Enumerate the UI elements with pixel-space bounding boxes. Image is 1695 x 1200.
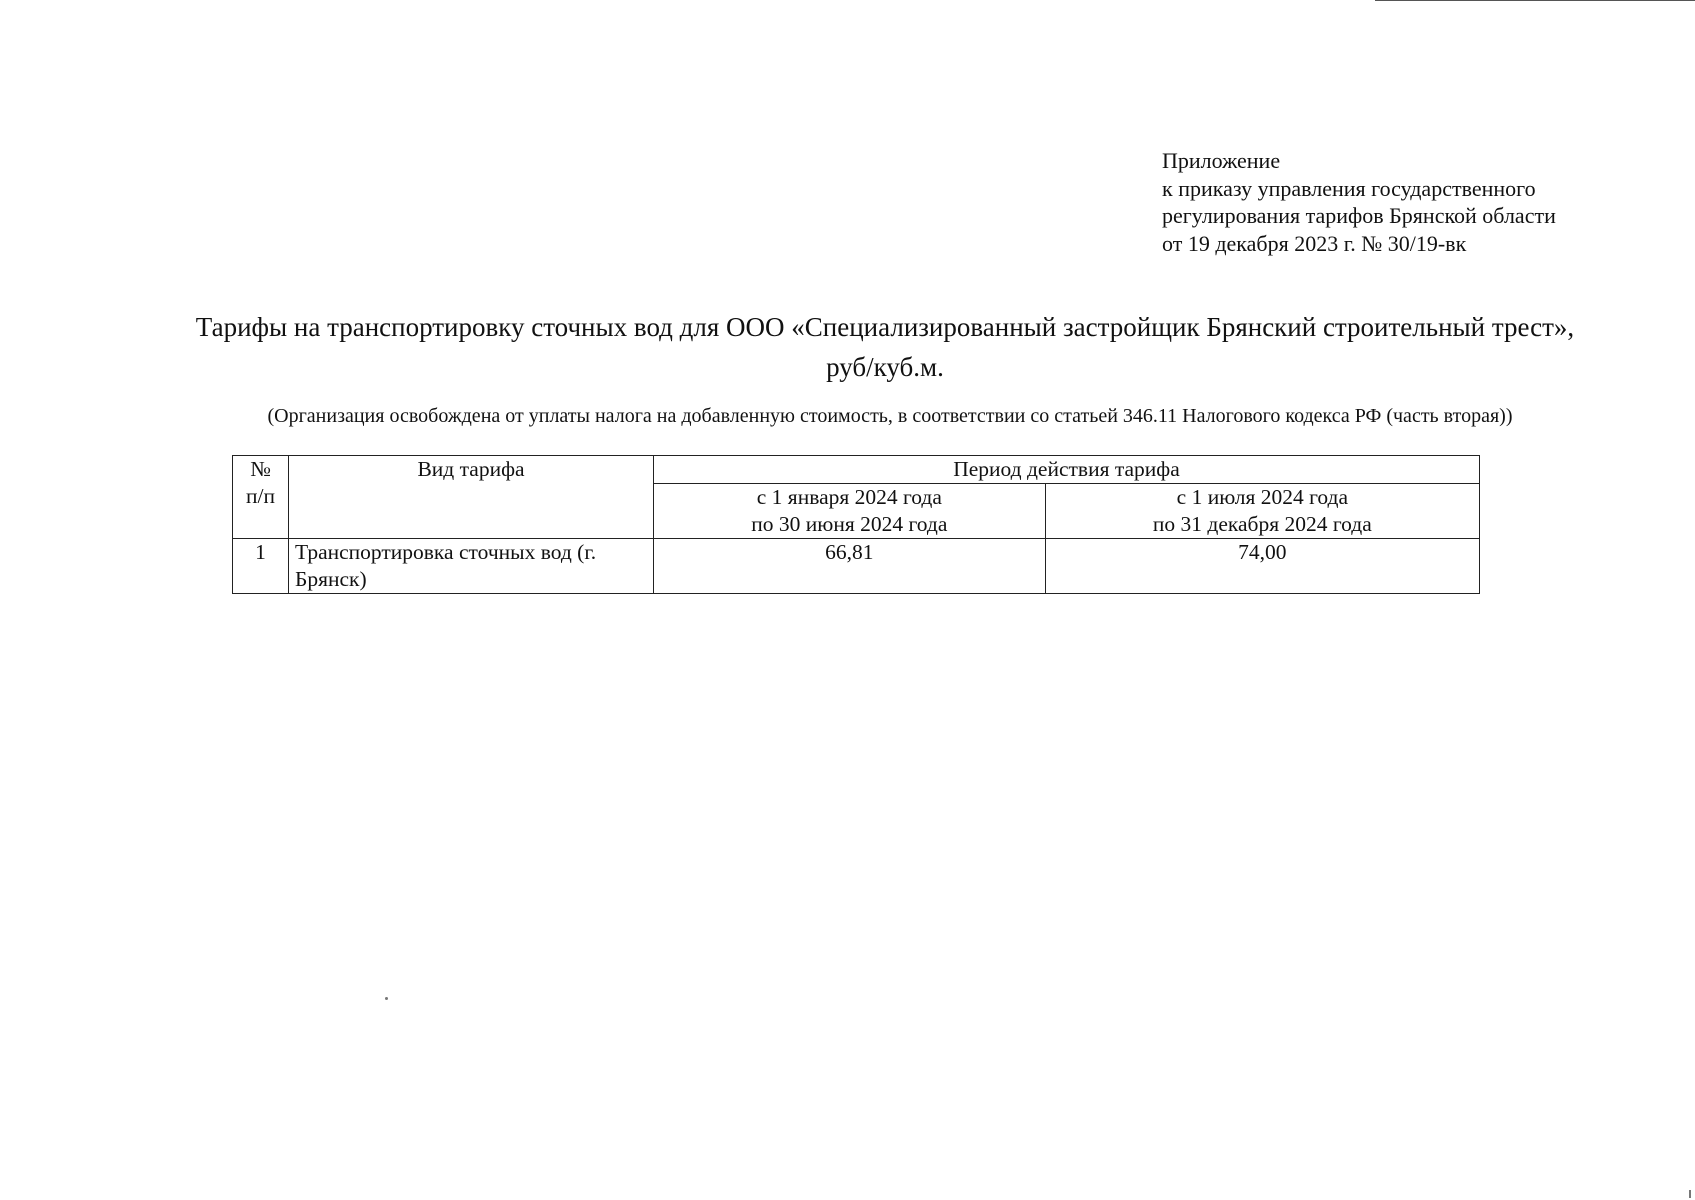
tariff-table: [232, 455, 1480, 594]
row-value-period-2: 74,00: [1045, 539, 1479, 594]
vat-note: (Организация освобождена от уплаты налога на добавленную стоимость, в соответствии со статьей 346.11 Налогового кодекса РФ (часть вторая)): [267, 405, 1513, 427]
scan-border-line: [1375, 0, 1695, 1]
header-number: № п/п: [233, 456, 289, 539]
title-line: Тарифы на транспортировку сточных вод для ООО «Специализированный застройщик Брянский строительный трест»,: [195, 312, 1575, 342]
table-row: [233, 539, 1480, 594]
scan-speck: [1689, 1190, 1691, 1198]
header-period-1: с 1 января 2024 года по 30 июня 2024 года: [654, 484, 1046, 539]
header-period-2: с 1 июля 2024 года по 31 декабря 2024 года: [1045, 484, 1479, 539]
scan-speck: [385, 997, 388, 1000]
table-header-row: [233, 456, 1480, 484]
appendix-line: Приложение: [1162, 148, 1281, 173]
appendix-line: от 19 декабря 2023 г. № 30/19-вк: [1162, 230, 1467, 256]
header-period: Период действия тарифа: [654, 456, 1480, 484]
row-number: 1: [233, 539, 289, 594]
row-value-period-1: 66,81: [654, 539, 1046, 594]
document-title: [0, 307, 1695, 387]
header-tariff-kind: Вид тарифа: [289, 456, 654, 539]
appendix-line: регулирования тарифов Брянской области: [1162, 203, 1556, 228]
title-line: руб/куб.м.: [826, 352, 944, 382]
appendix-line: к приказу управления государственного: [1162, 175, 1536, 201]
appendix-block: [1162, 147, 1556, 257]
row-tariff-kind: Транспортировка сточных вод (г. Брянск): [289, 539, 654, 594]
